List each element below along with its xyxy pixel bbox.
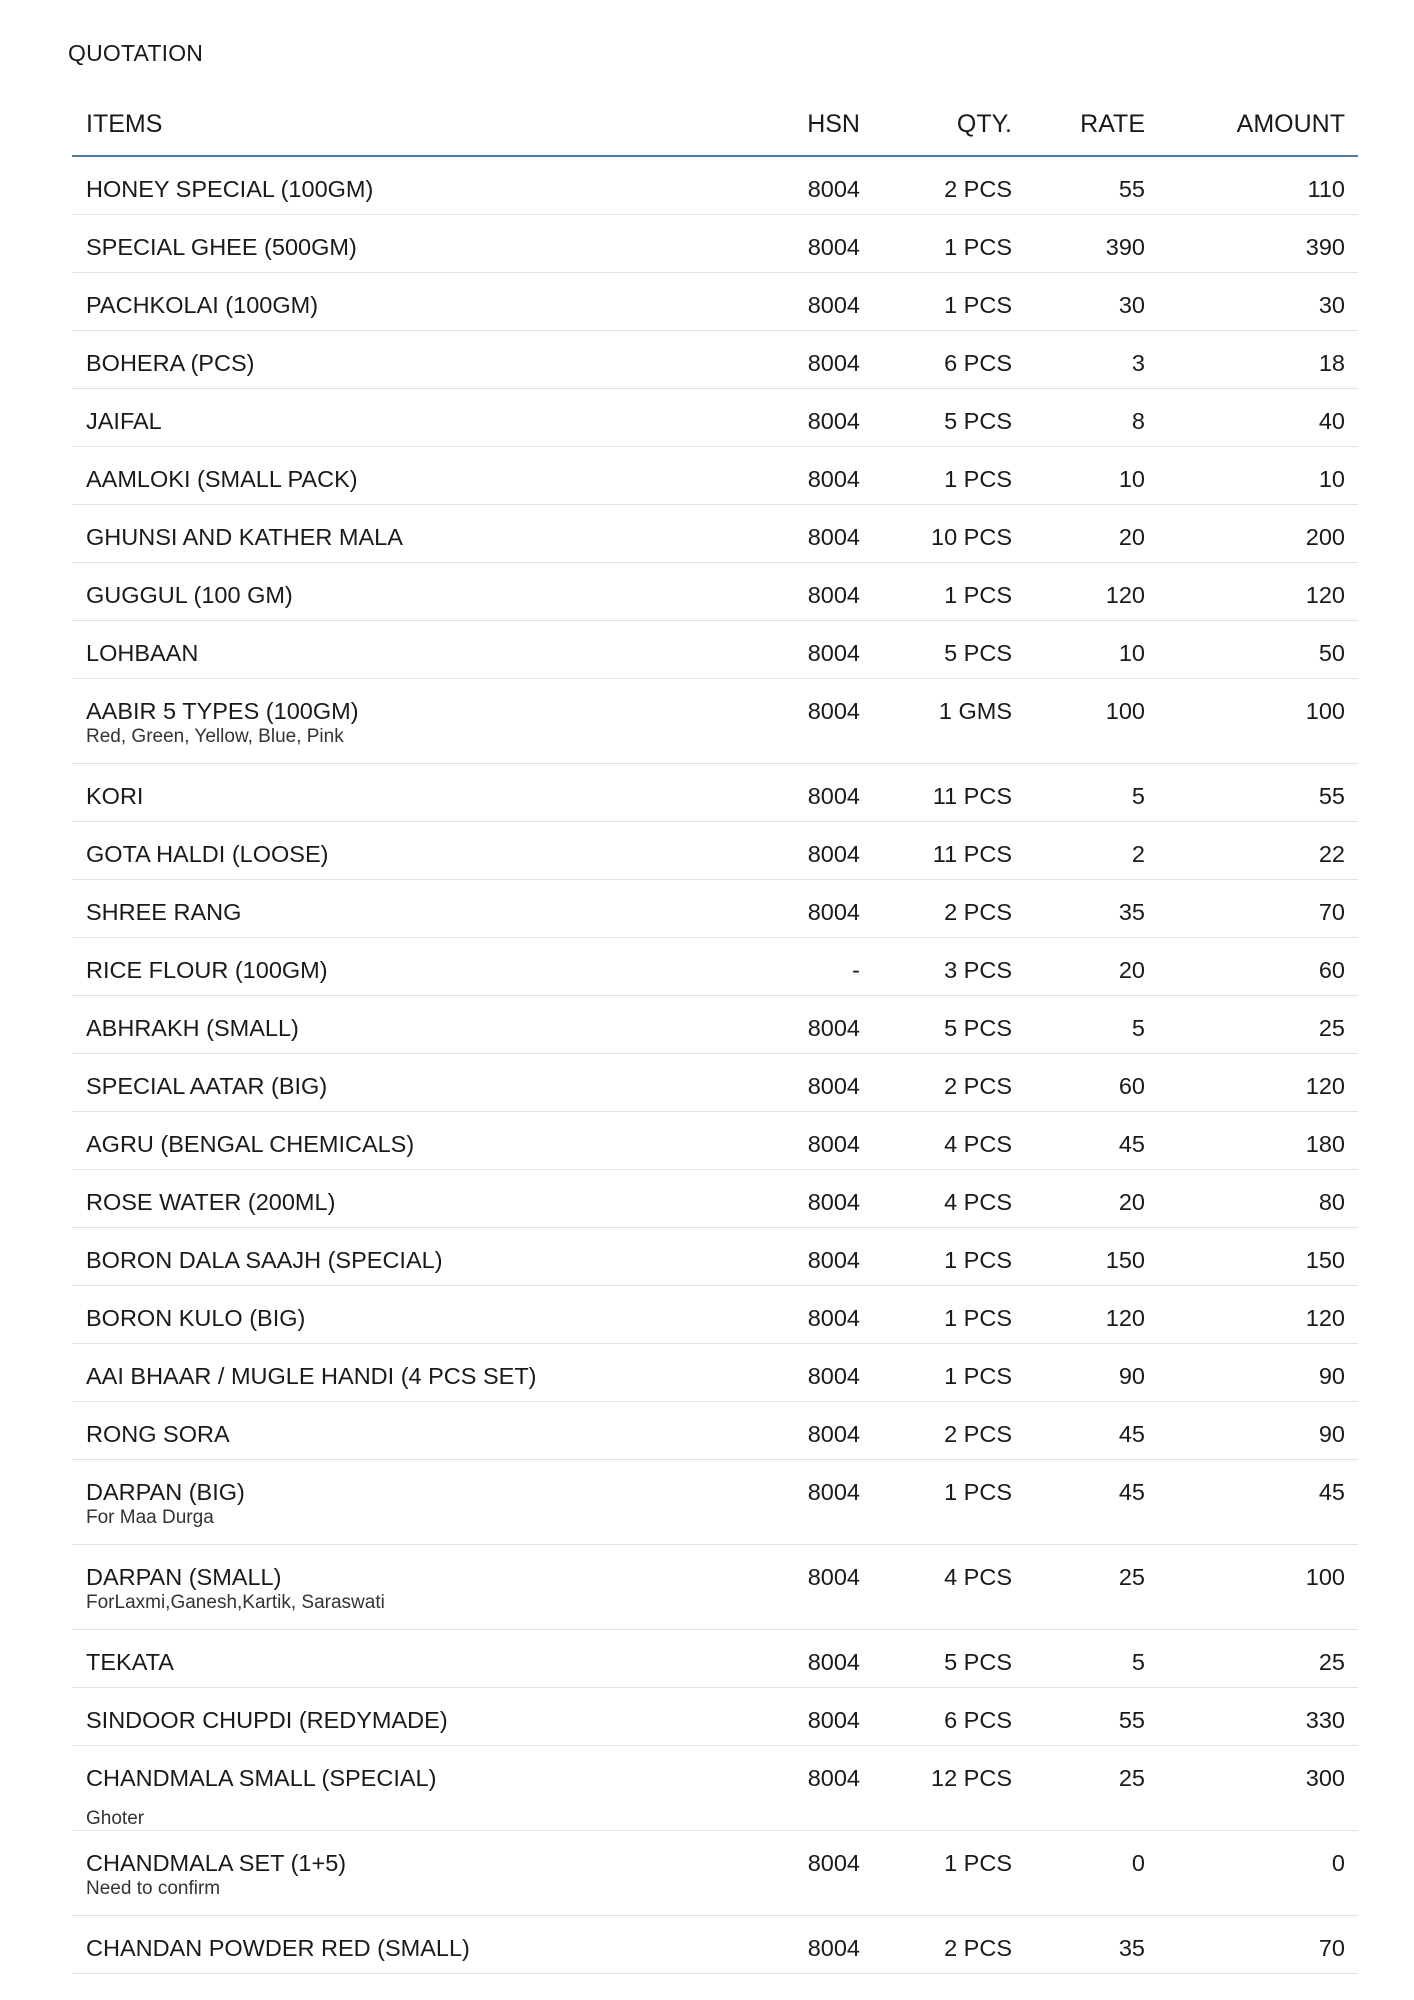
item-name: ROSE WATER (200ML) xyxy=(86,1189,336,1215)
item-qty: 2 PCS xyxy=(944,176,1012,202)
item-name: AGRU (BENGAL CHEMICALS) xyxy=(86,1131,415,1157)
table-row xyxy=(72,1402,1358,1460)
item-name: SPECIAL AATAR (BIG) xyxy=(86,1073,328,1099)
item-amount: 110 xyxy=(1307,176,1345,202)
quotation-table xyxy=(72,95,1358,1974)
item-qty: 4 PCS xyxy=(944,1131,1012,1157)
item-hsn: 8004 xyxy=(807,582,860,608)
item-hsn: 8004 xyxy=(807,1421,860,1447)
item-qty: 1 PCS xyxy=(944,1305,1012,1331)
item-name: DARPAN (BIG) xyxy=(86,1479,245,1505)
item-amount: 30 xyxy=(1318,292,1345,318)
item-rate: 5 xyxy=(1131,783,1145,809)
item-amount: 90 xyxy=(1318,1421,1345,1447)
item-qty: 4 PCS xyxy=(944,1189,1012,1215)
item-name: ABHRAKH (SMALL) xyxy=(86,1015,299,1041)
item-rate: 35 xyxy=(1118,899,1145,925)
item-amount: 120 xyxy=(1305,1073,1345,1099)
table-row xyxy=(72,1916,1358,1974)
table-row xyxy=(72,1460,1358,1545)
item-amount: 330 xyxy=(1305,1707,1345,1733)
table-row xyxy=(72,505,1358,563)
item-hsn: 8004 xyxy=(807,841,860,867)
item-qty: 1 PCS xyxy=(944,1850,1012,1876)
item-name: RICE FLOUR (100GM) xyxy=(86,957,328,983)
item-qty: 4 PCS xyxy=(944,1564,1012,1590)
item-name: AAMLOKI (SMALL PACK) xyxy=(86,466,358,492)
table-row xyxy=(72,215,1358,273)
item-qty: 6 PCS xyxy=(944,350,1012,376)
item-hsn: 8004 xyxy=(807,524,860,550)
item-amount: 70 xyxy=(1318,899,1345,925)
item-hsn: 8004 xyxy=(807,1564,860,1590)
item-amount: 150 xyxy=(1305,1247,1345,1273)
item-name: LOHBAAN xyxy=(86,640,199,666)
item-name: KORI xyxy=(86,783,144,809)
item-name: BOHERA (PCS) xyxy=(86,350,255,376)
item-qty: 1 GMS xyxy=(938,698,1012,724)
item-rate: 45 xyxy=(1118,1131,1145,1157)
item-rate: 20 xyxy=(1118,957,1145,983)
item-hsn: 8004 xyxy=(807,1707,860,1733)
item-description: Ghoter xyxy=(86,1808,145,1829)
table-row xyxy=(72,1344,1358,1402)
table-row xyxy=(72,1688,1358,1746)
item-name: BORON KULO (BIG) xyxy=(86,1305,306,1331)
item-amount: 90 xyxy=(1318,1363,1345,1389)
item-qty: 6 PCS xyxy=(944,1707,1012,1733)
item-qty: 1 PCS xyxy=(944,292,1012,318)
item-rate: 390 xyxy=(1105,234,1145,260)
item-name: CHANDMALA SET (1+5) xyxy=(86,1850,347,1876)
item-hsn: 8004 xyxy=(807,1073,860,1099)
column-header-rate: RATE xyxy=(1080,110,1145,138)
item-amount: 0 xyxy=(1331,1850,1345,1876)
item-name: SHREE RANG xyxy=(86,899,242,925)
table-row xyxy=(72,1228,1358,1286)
item-qty: 10 PCS xyxy=(931,524,1012,550)
item-amount: 100 xyxy=(1305,698,1345,724)
item-hsn: 8004 xyxy=(807,466,860,492)
item-rate: 8 xyxy=(1131,408,1145,434)
table-row xyxy=(72,157,1358,215)
item-qty: 1 PCS xyxy=(944,1479,1012,1505)
item-amount: 60 xyxy=(1318,957,1345,983)
table-row xyxy=(72,389,1358,447)
table-row xyxy=(72,1054,1358,1112)
item-rate: 35 xyxy=(1118,1935,1145,1961)
item-amount: 40 xyxy=(1318,408,1345,434)
item-rate: 2 xyxy=(1131,841,1145,867)
item-qty: 2 PCS xyxy=(944,899,1012,925)
item-name: GUGGUL (100 GM) xyxy=(86,582,293,608)
column-header-qty: QTY. xyxy=(956,110,1012,138)
item-name: DARPAN (SMALL) xyxy=(86,1564,282,1590)
item-amount: 200 xyxy=(1305,524,1345,550)
item-qty: 11 PCS xyxy=(932,841,1012,867)
item-rate: 25 xyxy=(1118,1765,1145,1791)
item-rate: 3 xyxy=(1131,350,1145,376)
item-name: AAI BHAAR / MUGLE HANDI (4 PCS SET) xyxy=(86,1363,537,1389)
column-header-items: ITEMS xyxy=(86,110,163,138)
item-rate: 10 xyxy=(1118,640,1145,666)
table-row xyxy=(72,1545,1358,1630)
item-name: GHUNSI AND KATHER MALA xyxy=(86,524,403,550)
item-name: GOTA HALDI (LOOSE) xyxy=(86,841,329,867)
item-qty: 1 PCS xyxy=(944,234,1012,260)
item-rate: 90 xyxy=(1118,1363,1145,1389)
item-name: BORON DALA SAAJH (SPECIAL) xyxy=(86,1247,443,1273)
item-qty: 1 PCS xyxy=(944,466,1012,492)
item-name: HONEY SPECIAL (100GM) xyxy=(86,176,374,202)
item-qty: 2 PCS xyxy=(944,1073,1012,1099)
item-qty: 5 PCS xyxy=(944,1015,1012,1041)
item-amount: 100 xyxy=(1305,1564,1345,1590)
item-amount: 10 xyxy=(1318,466,1345,492)
document-title: QUOTATION xyxy=(68,40,204,66)
item-rate: 5 xyxy=(1131,1015,1145,1041)
item-rate: 10 xyxy=(1118,466,1145,492)
item-description: ForLaxmi,Ganesh,Kartik, Saraswati xyxy=(86,1592,385,1613)
item-hsn: 8004 xyxy=(807,1935,860,1961)
item-hsn: 8004 xyxy=(807,899,860,925)
item-name: SINDOOR CHUPDI (REDYMADE) xyxy=(86,1707,448,1733)
table-row xyxy=(72,563,1358,621)
table-row xyxy=(72,1746,1358,1831)
item-hsn: 8004 xyxy=(807,1479,860,1505)
item-name: JAIFAL xyxy=(86,408,162,434)
item-hsn: 8004 xyxy=(807,698,860,724)
table-row xyxy=(72,996,1358,1054)
table-header xyxy=(72,95,1358,157)
item-qty: 5 PCS xyxy=(944,640,1012,666)
item-description: Need to confirm xyxy=(86,1878,221,1899)
item-rate: 20 xyxy=(1118,524,1145,550)
item-qty: 2 PCS xyxy=(944,1935,1012,1961)
item-amount: 80 xyxy=(1318,1189,1345,1215)
item-name: CHANDMALA SMALL (SPECIAL) xyxy=(86,1765,437,1791)
item-rate: 0 xyxy=(1131,1850,1145,1876)
item-hsn: 8004 xyxy=(807,1850,860,1876)
item-hsn: 8004 xyxy=(807,292,860,318)
item-amount: 120 xyxy=(1305,1305,1345,1331)
item-description: For Maa Durga xyxy=(86,1507,214,1528)
item-hsn: 8004 xyxy=(807,640,860,666)
item-hsn: 8004 xyxy=(807,234,860,260)
item-rate: 100 xyxy=(1105,698,1145,724)
item-hsn: 8004 xyxy=(807,350,860,376)
item-name: AABIR 5 TYPES (100GM) xyxy=(86,698,359,724)
item-qty: 1 PCS xyxy=(944,1363,1012,1389)
table-row xyxy=(72,1630,1358,1688)
table-row xyxy=(72,1170,1358,1228)
item-amount: 45 xyxy=(1318,1479,1345,1505)
item-name: TEKATA xyxy=(86,1649,174,1675)
item-hsn: 8004 xyxy=(807,1649,860,1675)
item-rate: 150 xyxy=(1105,1247,1145,1273)
table-row xyxy=(72,621,1358,679)
item-hsn: - xyxy=(852,957,860,983)
item-qty: 2 PCS xyxy=(944,1421,1012,1447)
table-row xyxy=(72,273,1358,331)
item-amount: 25 xyxy=(1318,1015,1345,1041)
table-row xyxy=(72,447,1358,505)
table-row xyxy=(72,938,1358,996)
item-qty: 11 PCS xyxy=(932,783,1012,809)
table-row xyxy=(72,679,1358,764)
item-hsn: 8004 xyxy=(807,1247,860,1273)
item-hsn: 8004 xyxy=(807,176,860,202)
item-hsn: 8004 xyxy=(807,1131,860,1157)
item-name: RONG SORA xyxy=(86,1421,230,1447)
item-amount: 300 xyxy=(1305,1765,1345,1791)
item-hsn: 8004 xyxy=(807,1765,860,1791)
item-rate: 55 xyxy=(1118,1707,1145,1733)
item-hsn: 8004 xyxy=(807,1189,860,1215)
item-qty: 3 PCS xyxy=(944,957,1012,983)
table-row xyxy=(72,1831,1358,1916)
item-amount: 50 xyxy=(1318,640,1345,666)
item-amount: 70 xyxy=(1318,1935,1345,1961)
item-rate: 5 xyxy=(1131,1649,1145,1675)
item-qty: 5 PCS xyxy=(944,408,1012,434)
item-amount: 18 xyxy=(1318,350,1345,376)
item-rate: 25 xyxy=(1118,1564,1145,1590)
item-amount: 390 xyxy=(1305,234,1345,260)
item-name: CHANDAN POWDER RED (SMALL) xyxy=(86,1935,470,1961)
item-description: Red, Green, Yellow, Blue, Pink xyxy=(86,726,344,747)
table-row xyxy=(72,1286,1358,1344)
item-rate: 20 xyxy=(1118,1189,1145,1215)
item-amount: 22 xyxy=(1318,841,1345,867)
item-name: SPECIAL GHEE (500GM) xyxy=(86,234,357,260)
item-amount: 25 xyxy=(1318,1649,1345,1675)
item-rate: 120 xyxy=(1105,582,1145,608)
item-rate: 55 xyxy=(1118,176,1145,202)
item-hsn: 8004 xyxy=(807,783,860,809)
item-hsn: 8004 xyxy=(807,1305,860,1331)
item-rate: 120 xyxy=(1105,1305,1145,1331)
item-amount: 180 xyxy=(1305,1131,1345,1157)
item-rate: 60 xyxy=(1118,1073,1145,1099)
table-row xyxy=(72,764,1358,822)
item-name: PACHKOLAI (100GM) xyxy=(86,292,319,318)
item-rate: 45 xyxy=(1118,1479,1145,1505)
item-hsn: 8004 xyxy=(807,1363,860,1389)
column-header-amount: AMOUNT xyxy=(1236,110,1345,138)
item-hsn: 8004 xyxy=(807,1015,860,1041)
item-qty: 12 PCS xyxy=(931,1765,1012,1791)
item-hsn: 8004 xyxy=(807,408,860,434)
item-qty: 1 PCS xyxy=(944,1247,1012,1273)
table-row xyxy=(72,822,1358,880)
item-rate: 30 xyxy=(1118,292,1145,318)
column-header-hsn: HSN xyxy=(807,110,860,138)
item-amount: 55 xyxy=(1318,783,1345,809)
item-qty: 1 PCS xyxy=(944,582,1012,608)
table-body xyxy=(72,157,1358,1974)
table-row xyxy=(72,1112,1358,1170)
table-row xyxy=(72,331,1358,389)
table-row xyxy=(72,880,1358,938)
item-amount: 120 xyxy=(1305,582,1345,608)
item-qty: 5 PCS xyxy=(944,1649,1012,1675)
item-rate: 45 xyxy=(1118,1421,1145,1447)
